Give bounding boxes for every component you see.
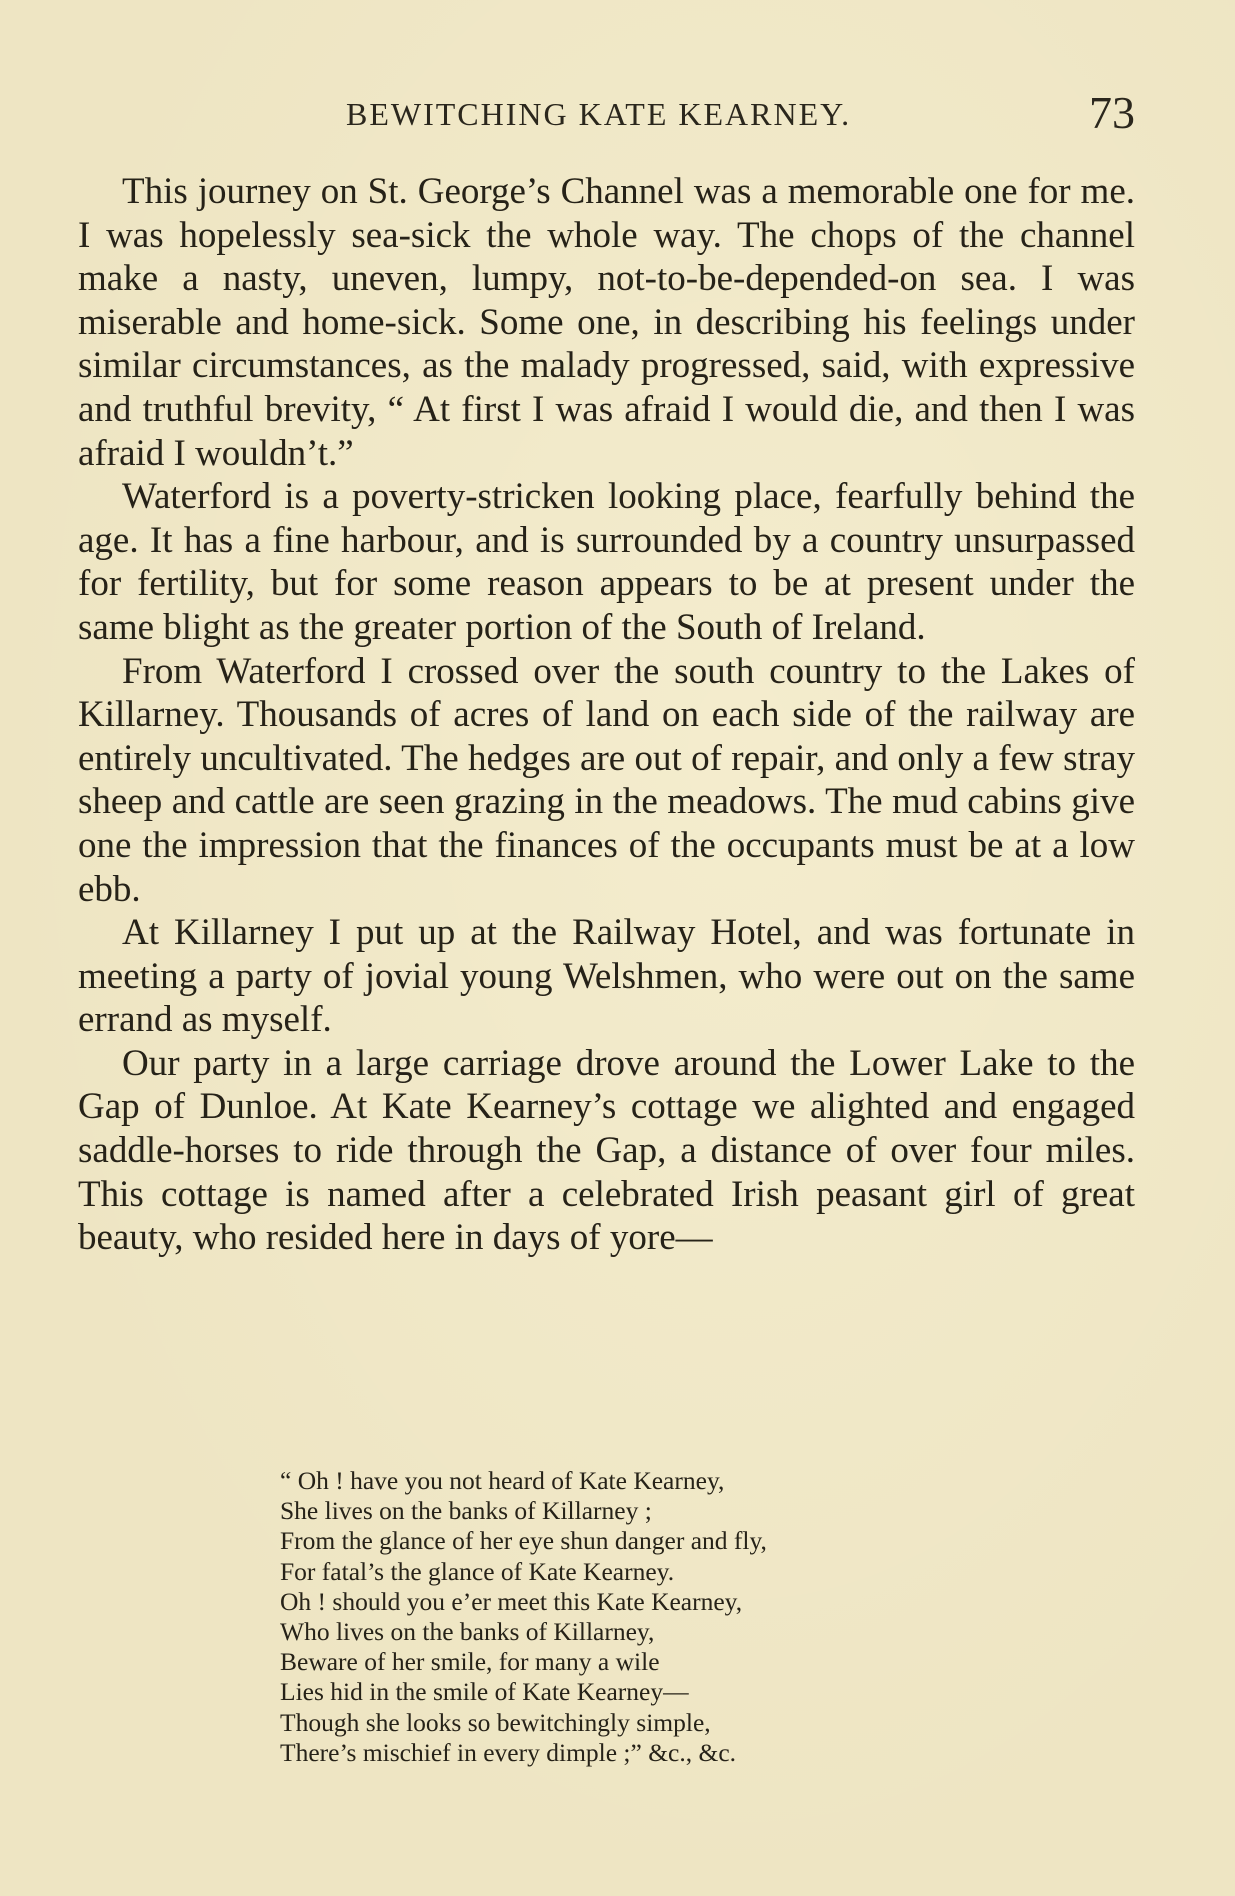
running-head: BEWITCHING KATE KEARNEY. [346, 96, 852, 132]
poem-line: “ Oh ! have you not heard of Kate Kearney, [280, 1466, 725, 1495]
paragraph: At Killarney I put up at the Railway Hotel, and was fortunate in meeting a party of jovial young Welshmen, who were out on the same errand as myself. [78, 912, 1135, 1041]
poem-line: Though she looks so bewitchingly simple, [280, 1707, 711, 1737]
page-header [78, 82, 1135, 142]
paragraph: This journey on St. George’s Channel was a memorable one for me. I was hopelessly sea-sick the whole way. The chops of the channel make a nasty, uneven, lumpy, not-to-be-depended-on sea. I was miserable and home-sick. Some one, in describing his feelings under similar circumstances, as the malady progressed, said, with expressive and truthful brevity, “ At first I was afraid I would die, and then I was afraid I wouldn’t.” [78, 171, 1135, 474]
body-text [78, 170, 1135, 1260]
paragraph: Our party in a large carriage drove around the Lower Lake to the Gap of Dunloe. At Kate Kearney’s cottage we alighted and engaged saddle-horses to ride through the Gap, a distance of over four miles. This cottage is named after a celebrated Irish peasant girl of great beauty, who resided here in days of yore— [78, 1042, 1135, 1259]
poem-line: There’s mischief in every dimple ;” &c., &c. [280, 1737, 737, 1767]
poem-line: Oh ! should you e’er meet this Kate Kearney, [280, 1586, 743, 1616]
poem-line: For fatal’s the glance of Kate Kearney. [280, 1556, 675, 1586]
poem-line: Who lives on the banks of Killarney, [280, 1617, 655, 1647]
paragraph: Waterford is a poverty-stricken looking place, fearfully behind the age. It has a fine harbour, and is surrounded by a country unsurpassed for fertility, but for some reason appears to be at present under the same blight as the greater portion of the South of Ireland. [78, 476, 1135, 648]
poem-line: From the glance of her eye shun danger and fly, [280, 1526, 767, 1556]
poem-line: She lives on the banks of Killarney ; [280, 1496, 652, 1526]
poem-line: Beware of her smile, for many a wile [280, 1647, 660, 1677]
paragraph: From Waterford I crossed over the south country to the Lakes of Killarney. Thousands of acres of land on each side of the railway are entirely uncultivated. The hedges are out of repair, and only a few stray sheep and cattle are seen grazing in the meadows. The mud cabins give one the impression that the finances of the occupants must be at a low ebb. [78, 650, 1135, 910]
page-number: 73 [1089, 87, 1135, 138]
poem-line: Lies hid in the smile of Kate Kearney— [280, 1677, 689, 1707]
poem-quote [280, 1466, 1040, 1768]
